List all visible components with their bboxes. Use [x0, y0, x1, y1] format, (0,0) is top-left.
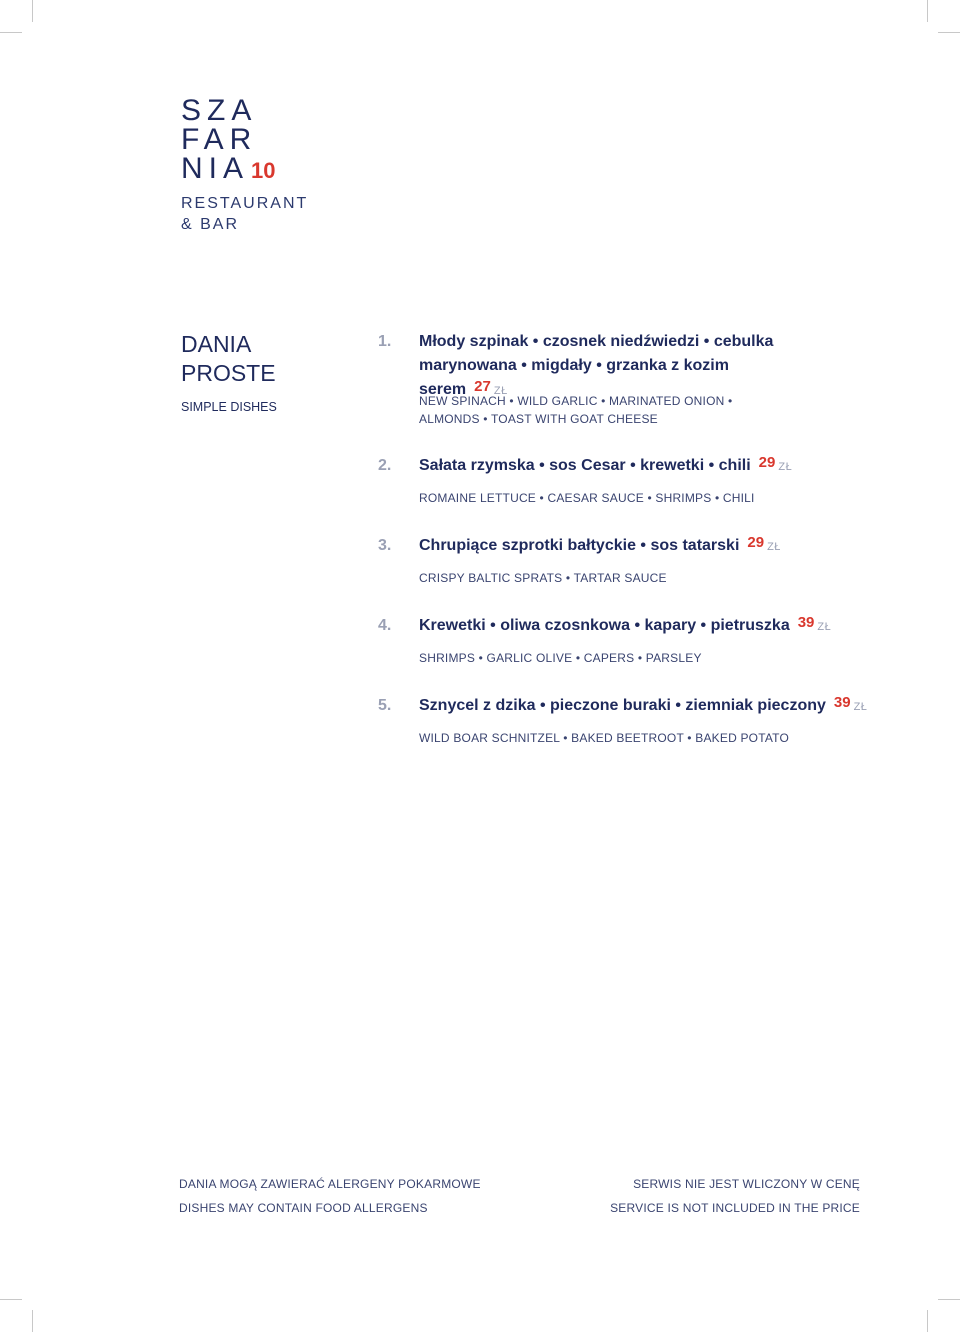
menu-item-4: [378, 614, 898, 674]
logo-line-2: FAR: [181, 123, 258, 156]
item-currency: ZŁ: [493, 385, 508, 397]
logo-line-3-text: NIA: [181, 152, 250, 185]
item-currency: ZŁ: [778, 461, 793, 473]
logo-line-1: SZA: [181, 94, 258, 127]
item-name-pl: [419, 454, 859, 479]
menu-item-3: [378, 534, 898, 594]
restaurant-logo: [181, 96, 308, 235]
item-name-pl-text: Sałata rzymska • sos Cesar • krewetki • chili: [419, 457, 751, 474]
item-price: 29: [747, 534, 765, 551]
item-number: 5.: [378, 697, 392, 714]
item-name-pl-text: Krewetki • oliwa czosnkowa • kapary • pietruszka: [419, 617, 790, 634]
crop-mark-top-right-v: [927, 0, 928, 22]
item-price: 29: [758, 454, 776, 471]
footer-service-en: SERVICE IS NOT INCLUDED IN THE PRICE: [610, 1201, 860, 1215]
item-name-en: WILD BOAR SCHNITZEL • BAKED BEETROOT • BAKED POTATO: [419, 731, 790, 745]
item-name-en: SHRIMPS • GARLIC OLIVE • CAPERS • PARSLEY: [419, 651, 702, 665]
item-name-en: NEW SPINACH • WILD GARLIC • MARINATED ONION • ALMONDS • TOAST WITH GOAT CHEESE: [419, 394, 733, 426]
crop-mark-top-left-h: [0, 32, 22, 33]
section-title: [181, 330, 276, 388]
item-name-pl: [419, 614, 889, 639]
menu-item-5: [378, 694, 898, 754]
item-currency: ZŁ: [817, 621, 832, 633]
section-title-line-2: PROSTE: [181, 360, 276, 386]
logo-line-3: [181, 154, 308, 185]
item-name-pl-text: Sznycel z dzika • pieczone buraki • ziemniak pieczony: [419, 697, 826, 714]
crop-mark-top-right-h: [938, 32, 960, 33]
item-price: 39: [797, 614, 815, 631]
menu-item-2: [378, 454, 898, 514]
item-number: 3.: [378, 537, 392, 554]
item-number: 2.: [378, 457, 392, 474]
item-currency: ZŁ: [767, 541, 781, 553]
section-title-line-1: DANIA: [181, 331, 252, 357]
crop-mark-bottom-left-v: [32, 1310, 33, 1332]
crop-mark-bottom-right-h: [938, 1299, 960, 1300]
footer-allergens-pl: DANIA MOGĄ ZAWIERAĆ ALERGENY POKARMOWE: [179, 1177, 481, 1191]
section-subtitle: SIMPLE DISHES: [181, 400, 277, 414]
menu-item-1: [378, 330, 898, 430]
item-name-en: ROMAINE LETTUCE • CAESAR SAUCE • SHRIMPS • CHILI: [419, 491, 755, 505]
item-number: 1.: [378, 333, 392, 350]
crop-mark-bottom-right-v: [927, 1310, 928, 1332]
logo-subtitle-line-2: & BAR: [181, 216, 240, 233]
logo-subtitle-line-1: RESTAURANT: [181, 195, 309, 212]
item-price: 27: [474, 378, 491, 395]
crop-mark-top-left-v: [32, 0, 33, 22]
logo-subtitle: [181, 193, 308, 235]
logo-number: 10: [251, 158, 276, 183]
item-name-pl-text: Chrupiące szprotki bałtyckie • sos tatarski: [419, 537, 740, 554]
item-price: 39: [833, 694, 851, 711]
item-currency: ZŁ: [853, 701, 868, 713]
item-name-pl: [419, 534, 859, 559]
crop-mark-bottom-left-h: [0, 1299, 22, 1300]
item-name-en: CRISPY BALTIC SPRATS • TARTAR SAUCE: [419, 571, 667, 585]
item-number: 4.: [378, 617, 392, 634]
item-name-pl: [419, 694, 919, 719]
footer-allergens-en: DISHES MAY CONTAIN FOOD ALLERGENS: [179, 1201, 428, 1215]
footer-service-pl: SERWIS NIE JEST WLICZONY W CENĘ: [633, 1177, 860, 1191]
item-name-pl-text: Młody szpinak • czosnek niedźwiedzi • cebulka marynowana • migdały • grzanka z kozim serem: [419, 333, 774, 398]
